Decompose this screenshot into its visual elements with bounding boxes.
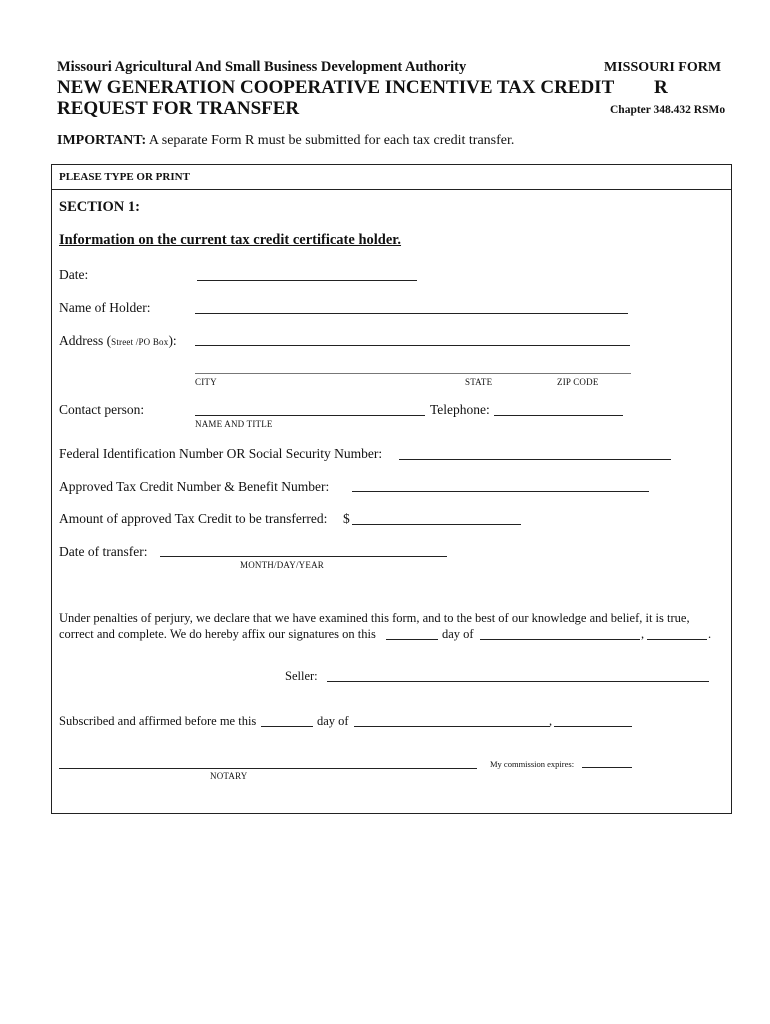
subscribed-label: Subscribed and affirmed before me this bbox=[59, 714, 257, 728]
print-instruction-bar bbox=[52, 165, 731, 190]
address-label bbox=[59, 333, 177, 349]
important-notice bbox=[57, 133, 514, 149]
perjury-day-of: day of bbox=[442, 627, 474, 641]
street-address-field[interactable] bbox=[195, 345, 630, 346]
comma-separator: , bbox=[641, 627, 645, 641]
address-label-text: Address ( bbox=[59, 333, 112, 348]
signature-year-field[interactable] bbox=[647, 639, 707, 640]
form-box bbox=[51, 164, 732, 814]
transfer-date-field[interactable] bbox=[160, 556, 447, 557]
zip-caption: ZIP CODE bbox=[557, 377, 599, 387]
seller-label: Seller: bbox=[285, 669, 318, 683]
signature-day-field[interactable] bbox=[386, 639, 438, 640]
dollar-sign: $ bbox=[343, 511, 350, 526]
credit-number-field[interactable] bbox=[352, 491, 649, 492]
holder-name-field[interactable] bbox=[195, 313, 628, 314]
important-text: A separate Form R must be submitted for each tax credit transfer. bbox=[146, 133, 515, 148]
amount-field[interactable] bbox=[352, 524, 521, 525]
city-caption: CITY bbox=[195, 377, 217, 387]
notary-month-field[interactable] bbox=[354, 726, 550, 727]
statute-reference: Chapter 348.432 RSMo bbox=[610, 104, 726, 116]
important-label: IMPORTANT: bbox=[57, 133, 147, 148]
perjury-statement-line-2: correct and complete. We do hereby affix our signatures on this bbox=[59, 627, 376, 641]
print-instruction: PLEASE TYPE OR PRINT bbox=[59, 171, 190, 183]
holder-name-label: Name of Holder: bbox=[59, 300, 151, 315]
amount-label: Amount of approved Tax Credit to be transferred: bbox=[59, 511, 328, 526]
credit-number-label: Approved Tax Credit Number & Benefit Number: bbox=[59, 479, 330, 494]
notary-day-field[interactable] bbox=[261, 726, 313, 727]
signature-month-field[interactable] bbox=[480, 639, 640, 640]
form-label: MISSOURI FORM bbox=[604, 60, 722, 75]
notary-year-field[interactable] bbox=[554, 726, 632, 727]
notary-caption: NOTARY bbox=[210, 771, 248, 781]
telephone-label: Telephone: bbox=[430, 402, 490, 417]
section-subtitle: Information on the current tax credit certificate holder. bbox=[59, 232, 402, 248]
subscribed-day-of: day of bbox=[317, 714, 349, 728]
transfer-date-label: Date of transfer: bbox=[59, 544, 148, 559]
seller-signature-field[interactable] bbox=[327, 681, 709, 682]
city-state-zip-field[interactable] bbox=[195, 373, 631, 374]
contact-person-field[interactable] bbox=[195, 415, 425, 416]
notary-signature-field[interactable] bbox=[59, 768, 477, 769]
address-label-close: ): bbox=[168, 333, 177, 348]
commission-expires-label: My commission expires: bbox=[490, 759, 575, 769]
agency-name: Missouri Agricultural And Small Business Development Authority bbox=[57, 59, 467, 75]
period-mark: . bbox=[708, 627, 712, 641]
commission-expires-field[interactable] bbox=[582, 767, 632, 768]
address-label-hint: Street /PO Box bbox=[111, 337, 169, 347]
comma-separator-2: , bbox=[549, 714, 553, 728]
form-title-line-1: NEW GENERATION COOPERATIVE INCENTIVE TAX CREDIT bbox=[57, 77, 615, 98]
month-day-year-caption: MONTH/DAY/YEAR bbox=[240, 560, 324, 570]
form-title-line-2: REQUEST FOR TRANSFER bbox=[57, 98, 300, 119]
section-title: SECTION 1: bbox=[59, 199, 140, 215]
state-caption: STATE bbox=[465, 377, 493, 387]
telephone-field[interactable] bbox=[494, 415, 623, 416]
name-title-caption: NAME AND TITLE bbox=[195, 419, 273, 429]
perjury-statement-line-1: Under penalties of perjury, we declare that we have examined this form, and to the best of our knowledge and belief, it is true, bbox=[59, 611, 690, 625]
form-letter: R bbox=[654, 77, 668, 98]
fein-ssn-field[interactable] bbox=[399, 459, 671, 460]
fein-ssn-label: Federal Identification Number OR Social Security Number: bbox=[59, 446, 383, 461]
contact-person-label: Contact person: bbox=[59, 402, 145, 417]
date-field[interactable] bbox=[197, 280, 417, 281]
date-label: Date: bbox=[59, 267, 89, 282]
